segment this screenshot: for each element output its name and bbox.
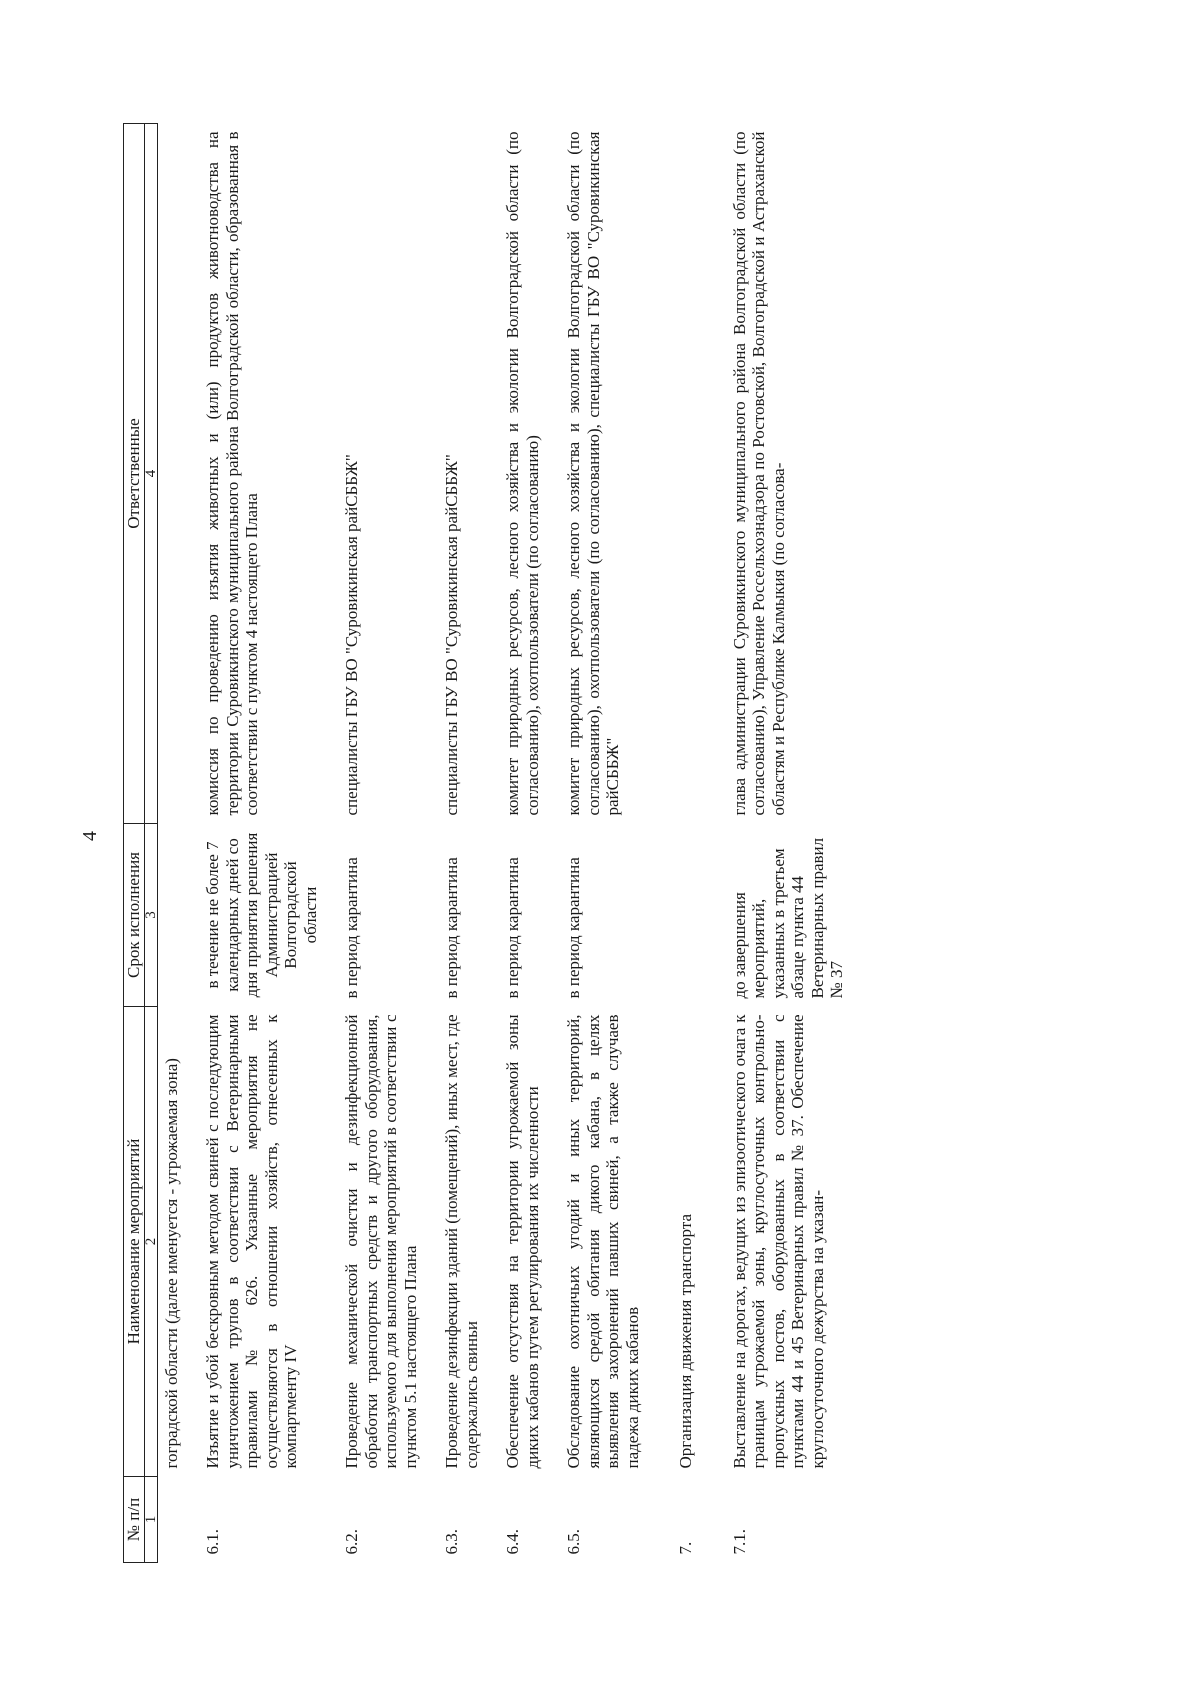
row-name: Обеспечение отсутствия на территории угрожаемой зоны диких кабанов путем регулирования их численности — [503, 1014, 542, 1469]
row-number: 6.3. — [442, 1529, 461, 1555]
row-name: Обследование охотничьих угодий и иных территорий, являющихся средой обитания дикого кабана, в целях выявления захоронений павших свиней, а также случаев падежа диких кабанов — [564, 1014, 642, 1469]
row-number: 6.2. — [342, 1529, 361, 1555]
row-responsible: специалисты ГБУ ВО "Суровикинская райСББЖ" — [342, 454, 361, 816]
row-deadline: в период карантина — [564, 857, 583, 999]
row-deadline: в период карантина — [342, 857, 361, 999]
row-number: 7. — [676, 1541, 695, 1555]
table-row — [420, 124, 481, 1563]
header-responsible: Ответственные — [124, 124, 145, 824]
table-row — [696, 124, 847, 1563]
header-num: № п/п — [124, 1477, 145, 1563]
row-responsible: комитет природных ресурсов, лесного хозяйства и экологии Волгоградской области (по согласованию), охотпользователи (по согласованию) — [503, 131, 542, 816]
row-name: Организация движения транспорта — [676, 1213, 695, 1469]
table-row — [181, 124, 320, 1563]
table-row — [481, 124, 542, 1563]
row-responsible: комитет природных ресурсов, лесного хозяйства и экологии Волгоградской области (по согласованию), охотпользователи (по согласованию), специалисты ГБУ ВО "Суровикинская райСББЖ" — [564, 131, 622, 816]
row-name: Выставление на дорогах, ведущих из эпизоотического очага к границам угрожаемой зоны, круглосуточных контрольно-пропускных постов, оборудованных в соответствии с пунктами 44 и 45 Ветеринарных правил № 37. Обеспечение круглосуточного дежурства на указан- — [729, 1014, 827, 1469]
row-name: Изъятие и убой бескровным методом свиней с последующим уничтожением трупов в соответствии с Ветеринарными правилами № 626. Указанные мероприятия не осуществляются в отношении хозяйств, отнесенных к компартменту IV — [203, 1014, 300, 1469]
table-row — [542, 124, 642, 1563]
row-deadline: в период карантина — [503, 857, 522, 999]
row-name: Проведение механической очистки и дезинфекционной обработки транспортных средств и другого оборудования, используемого для выполнения мероприятий в соответствии с пунктом 5.1 настоящего Плана — [342, 1014, 420, 1469]
row-responsible — [642, 124, 696, 824]
continuation-row — [157, 124, 181, 1563]
row-deadline — [642, 824, 696, 1007]
row-responsible: специалисты ГБУ ВО "Суровикинская райСББЖ" — [442, 454, 461, 816]
header-name: Наименование мероприятий — [124, 1007, 145, 1477]
table-header-row — [124, 124, 145, 1563]
column-number-3: 3 — [144, 824, 157, 1007]
row-deadline: в течение не более 7 календарных дней со дня принятия решения Администрацией Волгоградской области — [203, 832, 320, 998]
header-deadline: Срок исполнения — [124, 824, 145, 1007]
rotated-page-content — [123, 63, 1073, 1563]
row-number: 7.1. — [729, 1529, 749, 1555]
row-deadline: в период карантина — [442, 857, 461, 999]
row-name: Проведение дезинфекции зданий (помещений), иных мест, где содержались свиньи — [442, 1014, 481, 1469]
column-number-2: 2 — [144, 1007, 157, 1477]
page-number: 4 — [79, 831, 101, 841]
row-responsible: комиссия по проведению изъятия животных и (или) продуктов животноводства на территории Суровикинского муниципального района Волгоградской области, образованная в соответствии с пунктом 4 настоящего Плана — [203, 131, 261, 816]
row-deadline: до завершения мероприятий, указанных в третьем абзаце пункта 44 Ветеринарных правил № 37 — [729, 837, 846, 999]
table-column-numbers-row — [144, 124, 157, 1563]
column-number-4: 4 — [144, 124, 157, 824]
plan-table — [123, 123, 847, 1563]
table-row — [642, 124, 696, 1563]
row-responsible: глава администрации Суровикинского муниципального района Волгоградской области (по согласованию), Управление Россельхознадзора по Ростовской, Волгоградской и Астраханской областям и Республике Калмыкия (по согласова- — [729, 131, 788, 816]
continuation-text: гоградской области (далее именуется - угрожаемая зона) — [161, 1058, 181, 1469]
row-number: 6.4. — [503, 1529, 522, 1555]
row-number: 6.5. — [564, 1529, 583, 1555]
row-number: 6.1. — [203, 1529, 222, 1555]
table-row — [320, 124, 420, 1563]
column-number-1: 1 — [144, 1477, 157, 1563]
